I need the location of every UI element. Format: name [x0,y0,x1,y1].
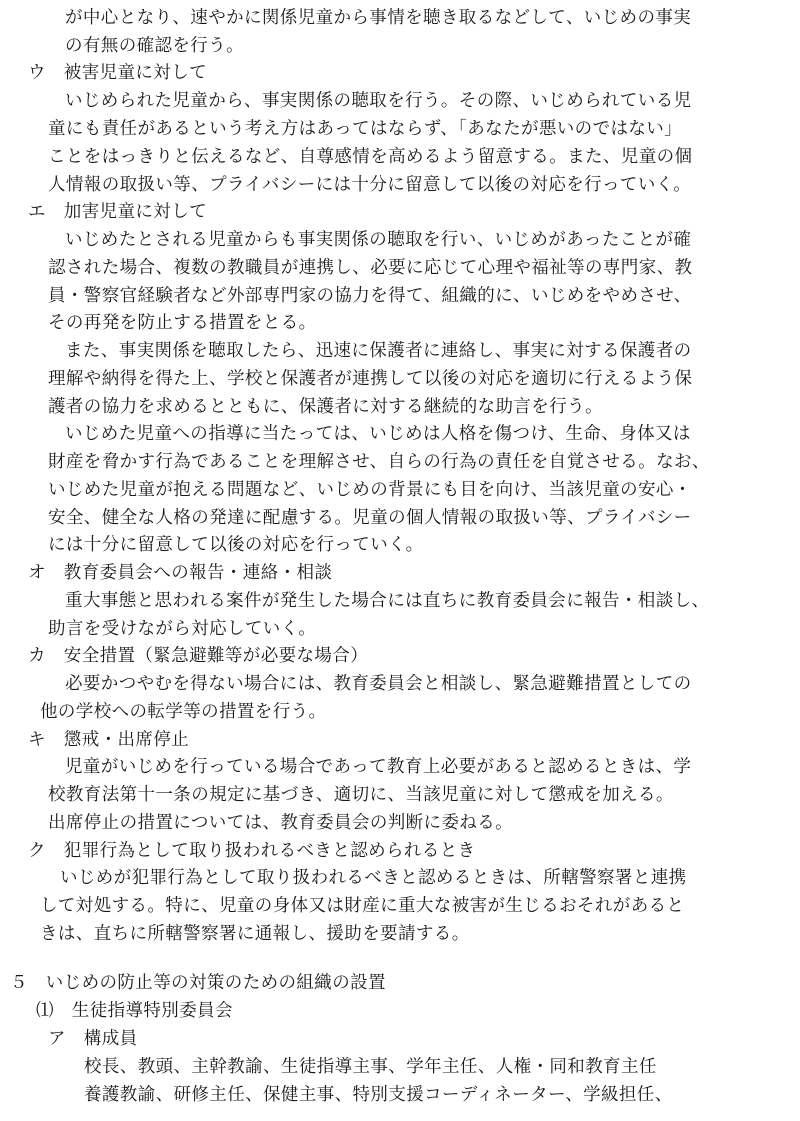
body-text-line: また、事実関係を聴取したら、迅速に保護者に連絡し、事実に対する保護者の [65,341,692,361]
section-heading: ク 犯罪行為として取り扱われるべきと認められるとき [28,841,476,861]
section-heading: ウ 被害児童に対して [28,63,207,83]
body-text-line: いじめたとされる児童からも事実関係の聴取を行い、いじめがあったことが確 [65,230,692,250]
body-text-line: 出席停止の措置については、教育委員会の判断に委ねる。 [48,813,514,833]
body-text-line: いじめた児童が抱える問題など、いじめの背景にも目を向け、当該児童の安心・ [48,480,692,500]
body-text-line: して対処する。特に、児童の身体又は財産に重大な被害が生じるおそれがあると [40,896,685,916]
chapter-heading: ５ いじめの防止等の対策のための組織の設置 [10,973,386,993]
body-text-line: 財産を脅かす行為であることを理解させ、自らの行為の責任を自覚させる。なお、 [48,452,710,472]
body-text-line: には十分に留意して以後の対応を行っていく。 [48,535,424,555]
body-text-line: 童にも責任があるという考え方はあってはならず、「あなたが悪いのではない」 [48,119,683,139]
body-text-line: その再発を防止する措置をとる。 [48,313,317,333]
section-heading: ア 構成員 [48,1029,138,1049]
subsection-heading: ⑴ 生徒指導特別委員会 [36,1001,233,1021]
body-text-line: 他の学校への転学等の措置を行う。 [40,702,327,722]
body-text-line: 員・警察官経験者など外部専門家の協力を得て、組織的に、いじめをやめさせ、 [48,286,692,306]
body-text-line: 安全、健全な人格の発達に配慮する。児童の個人情報の取扱い等、プライバシー [48,508,692,528]
body-text-line: 理解や納得を得た上、学校と保護者が連携して以後の対応を適切に行えるよう保 [48,369,693,389]
body-text-line: 助言を受けながら対応していく。 [48,619,317,639]
body-text-line: ことをはっきりと伝えるなど、自尊感情を高めるよう留意する。また、児童の個 [48,147,693,167]
section-heading: カ 安全措置（緊急避難等が必要な場合） [28,646,369,666]
body-text-line: いじめられた児童から、事実関係の聴取を行う。その際、いじめられている児 [65,91,692,111]
body-text-line: 必要かつやむを得ない場合には、教育委員会と相談し、緊急避難措置としての [65,674,692,694]
section-heading: エ 加害児童に対して [28,202,207,222]
body-text-line: 校教育法第十一条の規定に基づき、適切に、当該児童に対して懲戒を加える。 [48,785,674,805]
body-text-line: いじめが犯罪行為として取り扱われるべきと認めるときは、所轄警察署と連携 [60,868,687,888]
body-text-line: 認された場合、複数の教職員が連携し、必要に応じて心理や福祉等の専門家、教 [48,258,693,278]
body-text-line: 校長、教頭、主幹教諭、生徒指導主事、学年主任、人権・同和教育主任 [84,1057,657,1077]
body-text-line: の有無の確認を行う。 [65,36,244,56]
body-text-line: 重大事態と思われる案件が発生した場合には直ちに教育委員会に報告・相談し、 [65,591,710,611]
body-text-line: 護者の協力を求めるとともに、保護者に対する継続的な助言を行う。 [48,397,603,417]
section-heading: オ 教育委員会への報告・連絡・相談 [28,563,333,583]
body-text-line: 人情報の取扱い等、プライバシーには十分に留意して以後の対応を行っていく。 [48,175,692,195]
body-text-line: が中心となり、速やかに関係児童から事情を聴き取るなどして、いじめの事実 [65,8,692,28]
section-heading: キ 懲戒・出席停止 [28,730,190,750]
body-text-line: きは、直ちに所轄警察署に通報し、援助を要請する。 [40,924,470,944]
body-text-line: 児童がいじめを行っている場合であって教育上必要があると認めるときは、学 [65,757,692,777]
body-text-line: いじめた児童への指導に当たっては、いじめは人格を傷つけ、生命、身体又は [65,424,691,444]
body-text-line: 養護教諭、研修主任、保健主事、特別支援コーディネーター、学級担任、 [84,1085,673,1105]
